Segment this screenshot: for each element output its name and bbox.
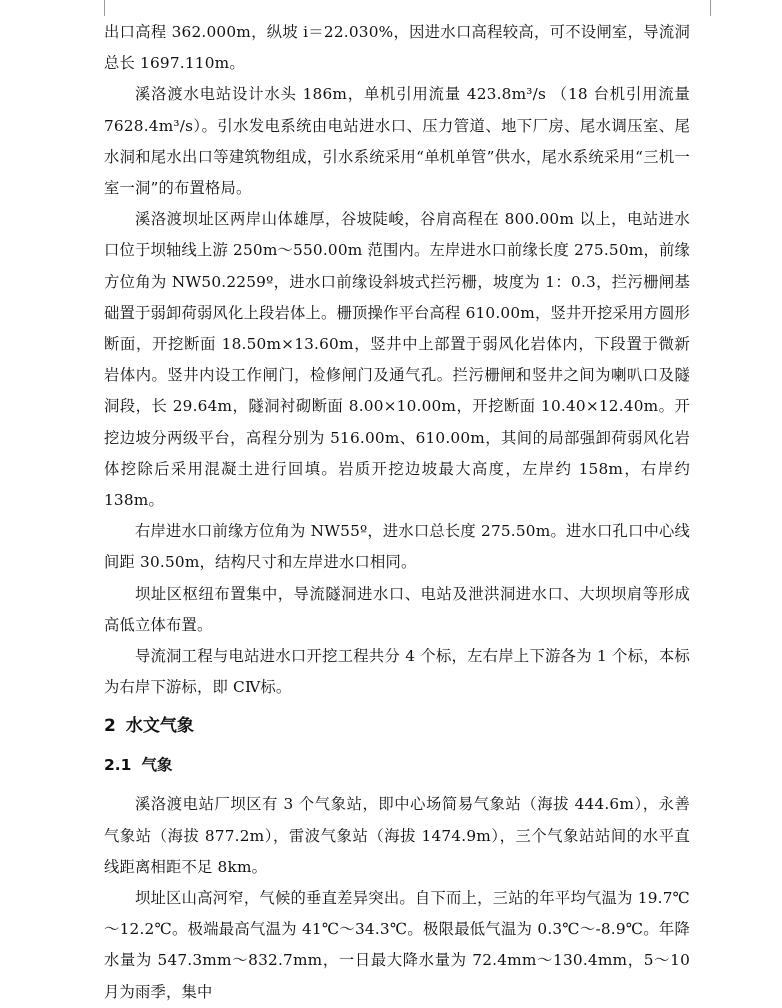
paragraph-climate: 坝址区山高河窄，气候的垂直差异突出。自下而上，三站的年平均气温为 19.7℃～12.2℃。极端最高气温为 41℃～34.3℃。极限最低气温为 0.3℃～-8.9℃。年降水量为 547.3mm～832.7mm，一日最大降水量为 72.4mm～130.4mm，5～10 月为雨季，集中: [104, 889, 690, 1001]
page-corner-mark-right: [710, 0, 711, 16]
subsection-number: 2.1: [104, 756, 132, 775]
section-number: 2: [104, 716, 116, 737]
paragraph-contract-lots: 导流洞工程与电站进水口开挖工程共分 4 个标，左右岸上下游各为 1 个标，本标为右岸下游标，即 CⅣ标。: [104, 647, 690, 697]
document-page: [104, 17, 690, 1008]
subsection-title: 气象: [141, 756, 173, 775]
paragraph-left-intake: 溪洛渡坝址区两岸山体雄厚，谷坡陡峻，谷肩高程在 800.00m 以上，电站进水口位于坝轴线上游 250m～550.00m 范围内。左岸进水口前缘长度 275.50m，前缘方位角为 NW50.2259º，进水口前缘设斜坡式拦污栅，坡度为 1：0.3，拦污栅闸基础置于弱卸荷弱风化上段岩体上。栅顶操作平台高程 610.00m，竖井开挖采用方圆形断面，开挖断面 18.50m×13.60m，竖井中上部置于弱风化岩体内，下段置于微新岩体内。竖井内设工作闸门，检修闸门及通气孔。拦污栅闸和竖井之间为喇叭口及隧洞段，长 29.64m，隧洞衬砌断面 8.00×10.00m，开挖断面 10.40×12.40m。开挖边坡分两级平台，高程分别为 516.00m、610.00m，其间的局部强卸荷弱风化岩体挖除后采用混凝土进行回填。岩质开挖边坡最大高度，左岸约 158m，右岸约 138m。: [104, 210, 690, 510]
page-corner-mark-left: [104, 0, 105, 16]
section-title: 水文气象: [125, 716, 194, 737]
paragraph-design-head: 溪洛渡水电站设计水头 186m，单机引用流量 423.8m³/s （18 台机引用流量 7628.4m³/s）。引水发电系统由电站进水口、压力管道、地下厂房、尾水调压室、尾水洞和尾水出口等建筑物组成，引水系统采用“单机单管”供水，尾水系统采用“三机一室一洞”的布置格局。: [104, 85, 690, 198]
paragraph-layout: 坝址区枢纽布置集中，导流隧洞进水口、电站及泄洪洞进水口、大坝坝肩等形成高低立体布置。: [104, 584, 690, 634]
section-heading: [104, 711, 690, 741]
paragraph-weather-stations: 溪洛渡电站厂坝区有 3 个气象站，即中心场简易气象站（海拔 444.6m），永善气象站（海拔 877.2m），雷波气象站（海拔 1474.9m），三个气象站站间的水平直线距离相距不足 8km。: [104, 795, 690, 876]
paragraph-right-intake: 右岸进水口前缘方位角为 NW55º，进水口总长度 275.50m。进水口孔口中心线间距 30.50m，结构尺寸和左岸进水口相同。: [104, 522, 690, 572]
subsection-heading: [104, 751, 690, 779]
paragraph-outlet: 出口高程 362.000m，纵坡 i＝22.030%，因进水口高程较高，可不设闸室，导流洞总长 1697.110m。: [104, 23, 690, 73]
